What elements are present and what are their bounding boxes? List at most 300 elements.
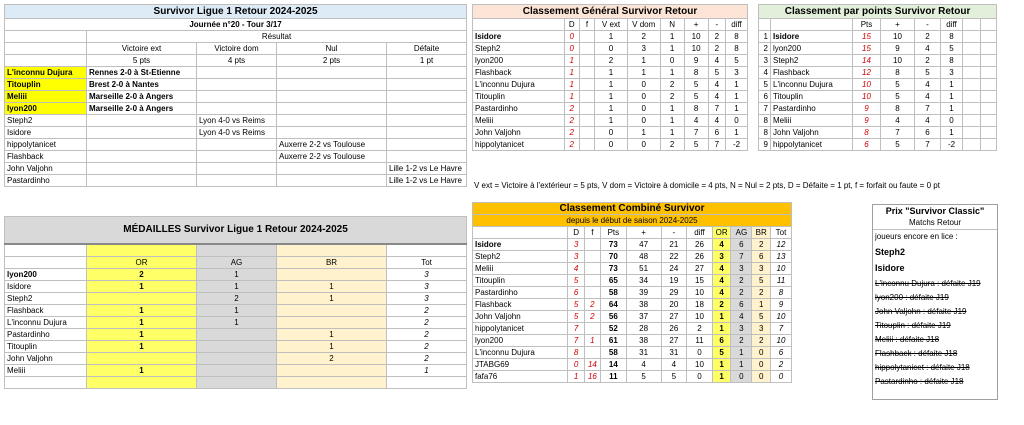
survivor-row <box>5 67 467 79</box>
general-value: 0 <box>627 115 660 127</box>
points-row <box>759 139 997 151</box>
combined-value: 3 <box>731 323 752 335</box>
combined-row <box>473 299 792 311</box>
player-name: hippolytanicet <box>771 139 853 151</box>
combined-value: 27 <box>661 335 687 347</box>
result-cell <box>197 151 277 163</box>
combined-value: 1 <box>712 311 731 323</box>
combined-value: 19 <box>661 275 687 287</box>
player-name: hippolytanicet <box>5 139 87 151</box>
player-name: hippolytanicet <box>473 323 568 335</box>
points-minus: 4 <box>915 43 941 55</box>
combined-value: 4 <box>712 263 731 275</box>
combined-value: 10 <box>687 359 713 371</box>
points-diff: 8 <box>941 55 963 67</box>
general-row <box>473 55 748 67</box>
eliminated-player: Flashback : défaite J18 <box>875 349 958 358</box>
general-value: 3 <box>726 67 748 79</box>
combined-value: 58 <box>601 347 627 359</box>
general-value: 5 <box>684 91 708 103</box>
medal-row <box>5 305 467 317</box>
points-diff: 1 <box>941 91 963 103</box>
points-pts: 14 <box>853 55 881 67</box>
combined-value: 61 <box>601 335 627 347</box>
combined-value: 10 <box>771 311 792 323</box>
medal-ag <box>197 365 277 377</box>
general-value: 0 <box>595 127 628 139</box>
combined-value: 2 <box>752 335 771 347</box>
general-value: 7 <box>708 103 725 115</box>
survivor-row <box>5 79 467 91</box>
points-minus: 2 <box>915 55 941 67</box>
player-name: Pastardinho <box>771 103 853 115</box>
medals-table <box>4 216 467 389</box>
combined-row <box>473 275 792 287</box>
medals-title: MÉDAILLES Survivor Ligue 1 Retour 2024-2025 <box>5 217 467 245</box>
general-value <box>579 67 594 79</box>
combined-value: 6 <box>771 347 792 359</box>
general-value: 1 <box>726 103 748 115</box>
points-row <box>759 31 997 43</box>
points-header-diff: diff <box>941 19 963 31</box>
general-value: 2 <box>708 43 725 55</box>
rank: 2 <box>759 43 771 55</box>
player-name: Pastardinho <box>473 103 565 115</box>
eliminated-player: Pastardinho : défaite J18 <box>875 377 964 386</box>
general-value: 1 <box>564 79 579 91</box>
combined-value: 1 <box>584 335 600 347</box>
col-victoire-ext: Victoire ext <box>87 43 197 55</box>
points-row <box>759 91 997 103</box>
medal-tot: 3 <box>387 293 467 305</box>
points-minus: 4 <box>915 115 941 127</box>
combined-header-or: OR <box>712 227 731 239</box>
combined-value: 3 <box>731 263 752 275</box>
medal-row <box>5 341 467 353</box>
points-row <box>759 43 997 55</box>
result-cell: Lyon 4-0 vs Reims <box>197 115 277 127</box>
blank <box>963 31 981 43</box>
pts-nul: 2 pts <box>277 55 387 67</box>
general-value: 10 <box>684 43 708 55</box>
general-value <box>579 55 594 67</box>
general-row <box>473 67 748 79</box>
survivor-subtitle: Journée n°20 - Tour 3/17 <box>5 19 467 31</box>
survivor-title: Survivor Ligue 1 Retour 2024-2025 <box>5 5 467 19</box>
combined-value: 12 <box>771 239 792 251</box>
combined-value <box>584 275 600 287</box>
player-name: L'inconnu Dujura <box>5 317 87 329</box>
combined-value: 1 <box>752 299 771 311</box>
rank: 4 <box>759 67 771 79</box>
alive-player: Steph2 <box>875 247 906 257</box>
result-cell: Auxerre 2-2 vs Toulouse <box>277 139 387 151</box>
combined-value: 2 <box>771 359 792 371</box>
points-plus: 10 <box>881 31 915 43</box>
result-cell <box>87 127 197 139</box>
combined-value: 31 <box>661 347 687 359</box>
general-value: 1 <box>564 91 579 103</box>
pts-victoire-dom: 4 pts <box>197 55 277 67</box>
blank <box>963 139 981 151</box>
result-cell <box>197 91 277 103</box>
result-cell <box>277 163 387 175</box>
points-row <box>759 115 997 127</box>
player-name: L'inconnu Dujura <box>473 79 565 91</box>
general-value: 5 <box>684 139 708 151</box>
general-value: 9 <box>684 55 708 67</box>
combined-value: 48 <box>626 251 661 263</box>
eliminated-player: hippolytanicet : défaite J18 <box>875 363 970 372</box>
combined-value: 14 <box>601 359 627 371</box>
combined-value: 6 <box>568 287 584 299</box>
player-name: Flashback <box>473 299 568 311</box>
result-cell <box>277 127 387 139</box>
points-minus: 7 <box>915 139 941 151</box>
combined-row <box>473 335 792 347</box>
points-row <box>759 103 997 115</box>
combined-header-d: D <box>568 227 584 239</box>
col-nul: Nul <box>277 43 387 55</box>
general-value: 2 <box>595 55 628 67</box>
general-row <box>473 127 748 139</box>
points-pts: 10 <box>853 91 881 103</box>
combined-value: 2 <box>584 311 600 323</box>
blank <box>981 127 997 139</box>
blank <box>963 91 981 103</box>
col-victoire-dom: Victoire dom <box>197 43 277 55</box>
medal-ag-header: AG <box>197 257 277 269</box>
player-name: Steph2 <box>473 43 565 55</box>
blank <box>981 79 997 91</box>
general-header-minus: - <box>708 19 725 31</box>
combined-panel <box>472 202 792 383</box>
medal-or-header: OR <box>87 257 197 269</box>
points-pts: 15 <box>853 43 881 55</box>
player-name <box>5 377 87 389</box>
medal-br: 1 <box>277 281 387 293</box>
combined-row <box>473 263 792 275</box>
combined-value: 7 <box>771 323 792 335</box>
survivor-row <box>5 139 467 151</box>
general-value: 0 <box>595 139 628 151</box>
medal-ag: 1 <box>197 281 277 293</box>
result-cell <box>277 103 387 115</box>
blank <box>981 31 997 43</box>
general-row <box>473 31 748 43</box>
medal-ag <box>197 329 277 341</box>
combined-value: 6 <box>731 299 752 311</box>
combined-value: 5 <box>568 311 584 323</box>
general-value: 8 <box>726 31 748 43</box>
medal-or: 1 <box>87 341 197 353</box>
medals-rows <box>5 269 467 389</box>
medal-tot: 2 <box>387 305 467 317</box>
combined-row <box>473 371 792 383</box>
player-name: Meliii <box>473 115 565 127</box>
general-value <box>579 127 594 139</box>
points-plus: 5 <box>881 79 915 91</box>
combined-value: 0 <box>687 347 713 359</box>
general-value: 1 <box>595 115 628 127</box>
medal-ag: 1 <box>197 269 277 281</box>
combined-value: 1 <box>712 359 731 371</box>
medal-br: 1 <box>277 329 387 341</box>
points-pts: 6 <box>853 139 881 151</box>
general-value: 4 <box>708 79 725 91</box>
combined-value: 4 <box>731 311 752 323</box>
general-row <box>473 103 748 115</box>
player-name: Titouplin <box>473 91 565 103</box>
combined-value: 64 <box>601 299 627 311</box>
medal-row <box>5 365 467 377</box>
result-cell <box>277 91 387 103</box>
general-value <box>579 31 594 43</box>
combined-value: 34 <box>626 275 661 287</box>
combined-value: 10 <box>771 335 792 347</box>
combined-value: 10 <box>687 311 713 323</box>
points-row <box>759 127 997 139</box>
eliminated-player: Meliii : défaite J18 <box>875 335 940 344</box>
player-name: Titouplin <box>473 275 568 287</box>
combined-value: 0 <box>687 371 713 383</box>
points-plus: 8 <box>881 103 915 115</box>
combined-value: 5 <box>568 275 584 287</box>
blank <box>981 91 997 103</box>
combined-value: 27 <box>661 311 687 323</box>
general-value: 0 <box>627 139 660 151</box>
combined-value: 5 <box>626 371 661 383</box>
combined-value: 10 <box>687 287 713 299</box>
combined-value: 73 <box>601 239 627 251</box>
player-name: Pastardinho <box>5 175 87 187</box>
points-pts: 15 <box>853 31 881 43</box>
combined-value: 16 <box>584 371 600 383</box>
points-diff: 5 <box>941 43 963 55</box>
general-value: 2 <box>627 31 660 43</box>
combined-value: 0 <box>771 371 792 383</box>
combined-value: 7 <box>568 323 584 335</box>
blank <box>981 43 997 55</box>
survivor-row <box>5 91 467 103</box>
general-value: 8 <box>726 43 748 55</box>
general-value: 4 <box>708 115 725 127</box>
prix-intro: joueurs encore en lice : <box>873 229 997 241</box>
combined-row <box>473 359 792 371</box>
prix-list <box>873 247 997 386</box>
points-pts: 10 <box>853 79 881 91</box>
general-header-diff: diff <box>726 19 748 31</box>
general-value: 2 <box>564 127 579 139</box>
survivor-row <box>5 163 467 175</box>
combined-value: 8 <box>771 287 792 299</box>
medal-tot <box>387 377 467 389</box>
blank <box>981 115 997 127</box>
general-value: 2 <box>564 115 579 127</box>
combined-value: 4 <box>568 263 584 275</box>
general-legend: V ext = Victoire à l'extérieur = 5 pts, V dom = Victoire à domicile = 4 pts, N = Nul = 2 pts, D = Défaite = 1 pt, f = forfait ou faute = 0 pt <box>474 181 940 190</box>
combined-value: 20 <box>661 299 687 311</box>
general-value: 7 <box>708 139 725 151</box>
general-value: 2 <box>660 139 684 151</box>
medal-ag: 1 <box>197 305 277 317</box>
combined-value: 26 <box>687 239 713 251</box>
combined-header-minus: - <box>661 227 687 239</box>
general-header-plus: + <box>684 19 708 31</box>
general-value: 1 <box>595 91 628 103</box>
rank: 7 <box>759 103 771 115</box>
blank <box>963 67 981 79</box>
general-value: 6 <box>708 127 725 139</box>
medal-tot: 2 <box>387 317 467 329</box>
medal-br: 1 <box>277 341 387 353</box>
medal-row <box>5 353 467 365</box>
combined-value: 2 <box>687 323 713 335</box>
combined-value: 6 <box>731 239 752 251</box>
points-plus: 5 <box>881 91 915 103</box>
points-plus: 8 <box>881 67 915 79</box>
combined-row <box>473 311 792 323</box>
combined-value <box>584 251 600 263</box>
player-name: Isidore <box>5 127 87 139</box>
combined-value <box>584 323 600 335</box>
survivor-row <box>5 115 467 127</box>
general-value: 5 <box>684 79 708 91</box>
combined-value: 4 <box>712 287 731 299</box>
combined-value: 51 <box>626 263 661 275</box>
combined-value: 5 <box>712 347 731 359</box>
player-name: Isidore <box>5 281 87 293</box>
player-name: Titouplin <box>5 79 87 91</box>
player-name: L'inconnu Dujura <box>771 79 853 91</box>
general-value: 0 <box>627 91 660 103</box>
general-value: 1 <box>627 67 660 79</box>
medal-ag <box>197 353 277 365</box>
points-minus: 6 <box>915 127 941 139</box>
general-row <box>473 79 748 91</box>
blank <box>963 43 981 55</box>
survivor-rows <box>5 67 467 187</box>
medal-tot-header: Tot <box>387 257 467 269</box>
points-diff: -2 <box>941 139 963 151</box>
medal-tot: 2 <box>387 341 467 353</box>
general-value: 0 <box>564 31 579 43</box>
prix-title: Prix "Survivor Classic" <box>885 206 985 216</box>
general-value: 1 <box>726 79 748 91</box>
prix-subtitle: Matchs Retour <box>908 218 962 227</box>
combined-value: 5 <box>752 311 771 323</box>
points-title: Classement par points Survivor Retour <box>759 5 997 19</box>
player-name: John Valjohn <box>771 127 853 139</box>
combined-value <box>584 239 600 251</box>
player-name: lyon200 <box>771 43 853 55</box>
combined-value: 22 <box>661 251 687 263</box>
general-value: 8 <box>684 103 708 115</box>
points-diff: 1 <box>941 127 963 139</box>
combined-value: 3 <box>752 263 771 275</box>
medal-row <box>5 377 467 389</box>
player-name: John Valjohn <box>473 311 568 323</box>
medal-tot: 2 <box>387 353 467 365</box>
player-name: Meliii <box>771 115 853 127</box>
combined-value: 65 <box>601 275 627 287</box>
points-header-pts: Pts <box>853 19 881 31</box>
combined-value: 1 <box>568 371 584 383</box>
combined-header-br: BR <box>752 227 771 239</box>
medal-ag <box>197 341 277 353</box>
general-value: 1 <box>595 67 628 79</box>
result-cell <box>387 79 467 91</box>
general-value: 2 <box>564 103 579 115</box>
general-value: 5 <box>726 55 748 67</box>
result-cell <box>87 163 197 175</box>
points-plus: 9 <box>881 43 915 55</box>
player-name: John Valjohn <box>5 353 87 365</box>
points-plus: 5 <box>881 139 915 151</box>
general-value: 1 <box>564 67 579 79</box>
combined-value: 28 <box>626 323 661 335</box>
general-value: 4 <box>684 115 708 127</box>
result-cell: Lille 1-2 vs Le Havre <box>387 163 467 175</box>
pts-defaite: 1 pt <box>387 55 467 67</box>
combined-value: 13 <box>771 251 792 263</box>
result-cell <box>387 67 467 79</box>
general-value: 1 <box>627 55 660 67</box>
general-value: 1 <box>595 103 628 115</box>
combined-row <box>473 347 792 359</box>
rank: 5 <box>759 79 771 91</box>
general-value <box>579 79 594 91</box>
medal-br-header: BR <box>277 257 387 269</box>
points-diff: 3 <box>941 67 963 79</box>
rank: 8 <box>759 115 771 127</box>
combined-header-tot: Tot <box>771 227 792 239</box>
general-value: 0 <box>726 115 748 127</box>
points-table <box>758 4 997 151</box>
points-header-minus: - <box>915 19 941 31</box>
medal-row <box>5 281 467 293</box>
combined-value: 4 <box>712 275 731 287</box>
combined-value <box>584 347 600 359</box>
general-header-d: D <box>564 19 579 31</box>
result-cell <box>197 163 277 175</box>
medal-or <box>87 353 197 365</box>
general-value: 1 <box>660 31 684 43</box>
combined-title: Classement Combiné Survivor <box>473 203 792 215</box>
combined-header-diff: diff <box>687 227 713 239</box>
medal-or: 1 <box>87 317 197 329</box>
combined-value: 29 <box>661 287 687 299</box>
combined-value: 10 <box>771 263 792 275</box>
combined-value: 2 <box>731 287 752 299</box>
pts-victoire-ext: 5 pts <box>87 55 197 67</box>
points-row <box>759 79 997 91</box>
general-value: 1 <box>627 127 660 139</box>
combined-value: 47 <box>626 239 661 251</box>
combined-value: 2 <box>712 299 731 311</box>
combined-value: 3 <box>568 239 584 251</box>
general-value: 1 <box>660 127 684 139</box>
survivor-row <box>5 127 467 139</box>
general-value: 10 <box>684 31 708 43</box>
medal-row <box>5 329 467 341</box>
player-name: Pastardinho <box>473 287 568 299</box>
combined-value: 0 <box>752 347 771 359</box>
points-pts: 8 <box>853 127 881 139</box>
combined-value: 6 <box>712 335 731 347</box>
player-name: Flashback <box>771 67 853 79</box>
points-pts: 9 <box>853 103 881 115</box>
